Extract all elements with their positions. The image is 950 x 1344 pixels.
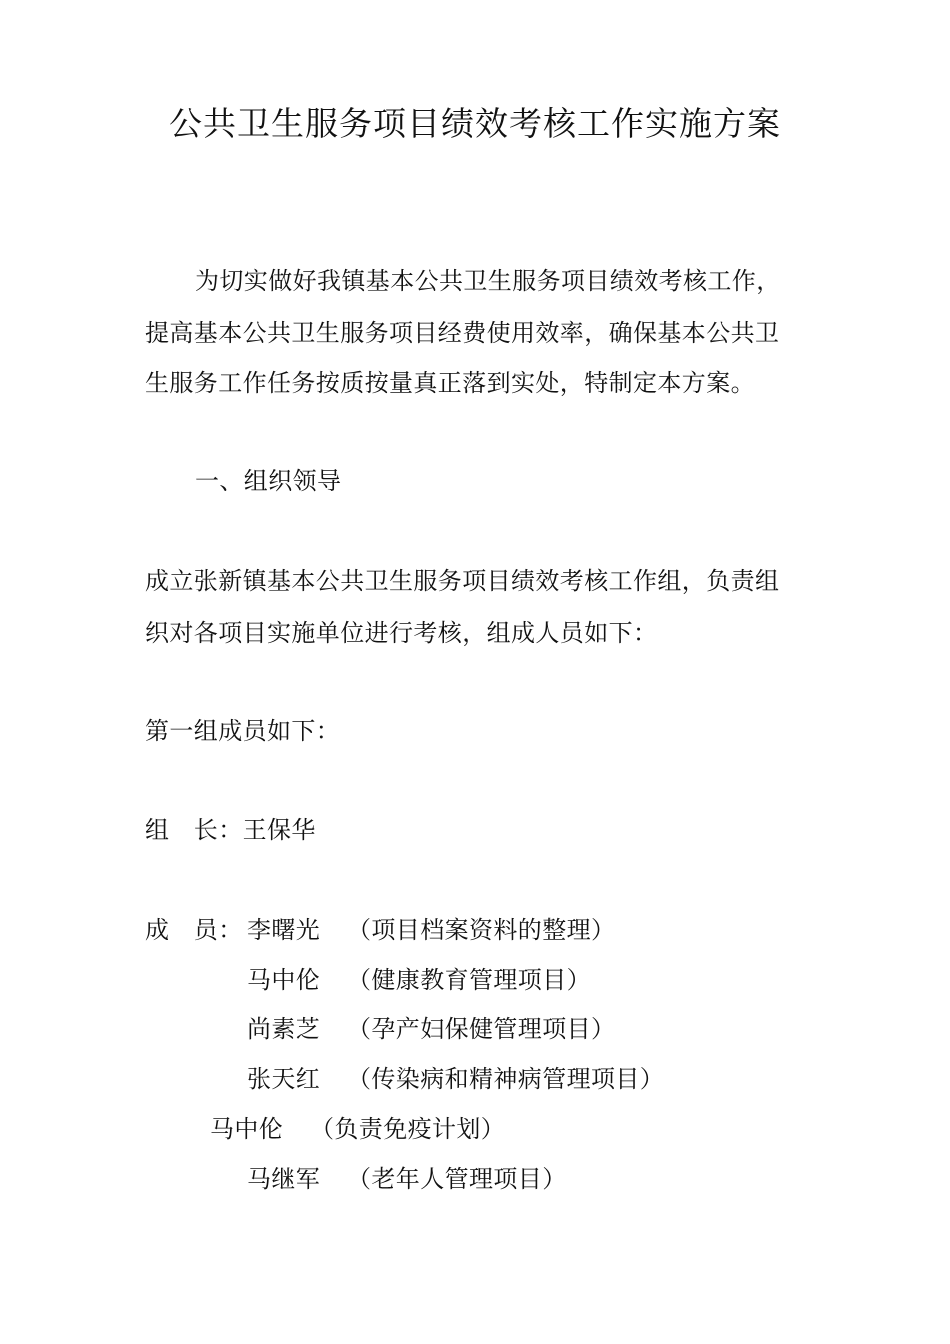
member-row [247,915,615,945]
member-name: 马中伦 [247,966,321,994]
leader-label: 组 长： [145,816,243,844]
member-duty: （项目档案资料的整理） [347,916,616,944]
intro-line-3: 生服务工作任务按质按量真正落到实处，特制定本方案。 [145,369,755,397]
member-duty: （老年人管理项目） [347,1165,567,1193]
document-title: 公共卫生服务项目绩效考核工作实施方案 [169,104,781,143]
intro-line-1: 为切实做好我镇基本公共卫生服务项目绩效考核工作， [195,267,781,295]
section-text-line-2: 织对各项目实施单位进行考核，组成人员如下： [145,619,658,647]
member-name: 马中伦 [210,1115,284,1143]
member-name: 张天红 [247,1065,321,1093]
member-row [247,1014,615,1044]
member-row [247,965,591,995]
member-name: 马继军 [247,1165,321,1193]
group-heading: 第一组成员如下： [145,717,341,745]
member-duty: （传染病和精神病管理项目） [347,1065,665,1093]
member-name: 李曙光 [247,916,321,944]
member-duty: （孕产妇保健管理项目） [347,1015,616,1043]
member-row [247,1164,567,1194]
member-duty: （负责免疫计划） [310,1115,506,1143]
leader-row [145,815,316,845]
section-heading: 一、组织领导 [195,467,342,495]
member-duty: （健康教育管理项目） [347,966,591,994]
member-row [210,1114,505,1144]
member-row [247,1064,664,1094]
intro-line-2: 提高基本公共卫生服务项目经费使用效率，确保基本公共卫 [145,319,780,347]
leader-name: 王保华 [242,816,316,844]
members-label: 成 员： [145,916,243,944]
section-text-line-1: 成立张新镇基本公共卫生服务项目绩效考核工作组，负责组 [145,567,780,595]
member-name: 尚素芝 [247,1015,321,1043]
